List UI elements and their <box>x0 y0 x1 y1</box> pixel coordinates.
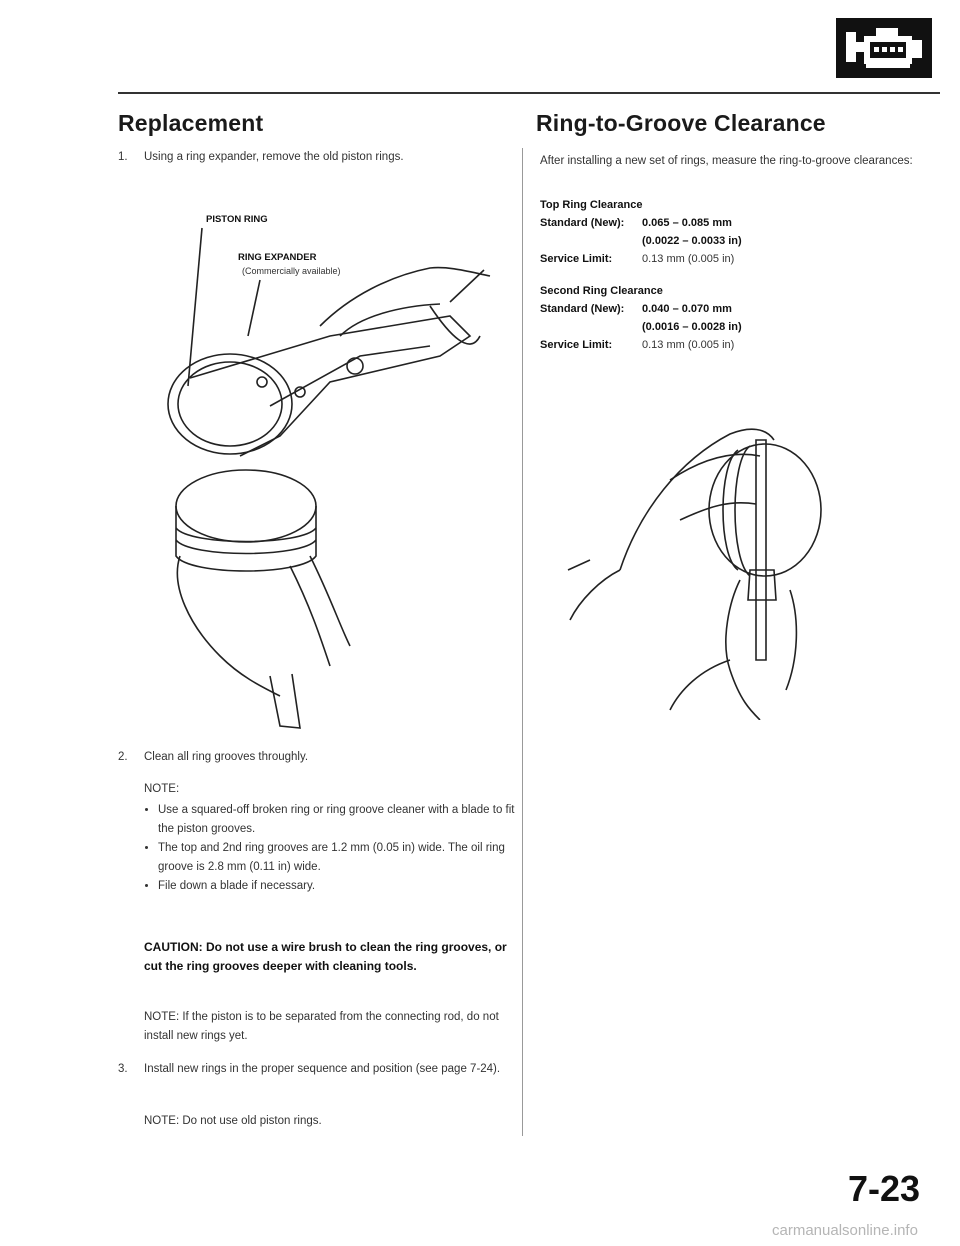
watermark: carmanualsonline.info <box>772 1222 918 1239</box>
step-1-number: 1. <box>118 151 128 163</box>
note-item: • The top and 2nd ring grooves are 1.2 mm (0.05 in) wide. The oil ring groove is 2.8 mm (0.11 in) wide. <box>158 839 518 877</box>
service-limit-label: Service Limit: <box>540 253 613 265</box>
note-list <box>144 801 518 896</box>
standard-in: (0.0022 – 0.0033 in) <box>642 235 742 247</box>
step-2-notes <box>144 780 518 896</box>
step-3 <box>118 1060 518 1079</box>
replacement-title: Replacement <box>118 110 264 136</box>
top-ring-heading: Top Ring Clearance <box>540 199 643 211</box>
step-2-text: Clean all ring grooves throughly. <box>144 751 309 763</box>
page-number: 7-23 <box>848 1168 921 1209</box>
label-ring-expander: RING EXPANDER <box>238 252 317 263</box>
step-3-text: Install new rings in the proper sequence and position (see page 7-24). <box>144 1063 501 1075</box>
step-1 <box>118 148 518 167</box>
feeler-gauge-illustration <box>560 420 840 720</box>
standard-mm: 0.065 – 0.085 mm <box>642 217 732 229</box>
service-limit-label: Service Limit: <box>540 339 613 351</box>
note-item: • Use a squared-off broken ring or ring groove cleaner with a blade to fit the piston grooves. <box>158 801 518 839</box>
engine-icon <box>836 18 932 78</box>
column-divider <box>522 148 523 1136</box>
standard-in: (0.0016 – 0.0028 in) <box>642 321 742 333</box>
service-limit-value: 0.13 mm (0.005 in) <box>642 253 735 265</box>
step-2-number: 2. <box>118 751 128 763</box>
note-item: • File down a blade if necessary. <box>158 877 518 896</box>
standard-label: Standard (New): <box>540 217 625 229</box>
step-2 <box>118 748 518 767</box>
note-2: NOTE: If the piston is to be separated from the connecting rod, do not install new rings yet. <box>144 1011 499 1042</box>
top-ring-service <box>540 250 930 268</box>
standard-mm: 0.040 – 0.070 mm <box>642 303 732 315</box>
second-ring-heading: Second Ring Clearance <box>540 285 663 297</box>
note-label: NOTE: <box>144 783 180 795</box>
caution-text: CAUTION: Do not use a wire brush to clean the ring grooves, or cut the ring grooves deeper with cleaning tools. <box>144 940 507 973</box>
top-ring-spec <box>540 196 930 268</box>
label-piston-ring: PISTON RING <box>206 214 268 225</box>
note-3: NOTE: Do not use old piston rings. <box>144 1115 322 1127</box>
ring-to-groove-title: Ring-to-Groove Clearance <box>536 110 826 136</box>
standard-label: Standard (New): <box>540 303 625 315</box>
second-ring-spec <box>540 282 930 354</box>
label-commercially-available: (Commercially available) <box>242 266 341 276</box>
second-ring-service <box>540 336 930 354</box>
ring-expander-illustration <box>150 206 510 746</box>
second-ring-standard <box>540 300 930 318</box>
intro-text: After installing a new set of rings, measure the ring-to-groove clearances: <box>540 155 913 167</box>
step-3-number: 3. <box>118 1063 128 1075</box>
step-1-text: Using a ring expander, remove the old piston rings. <box>144 151 404 163</box>
header-rule <box>118 92 940 94</box>
service-limit-value: 0.13 mm (0.005 in) <box>642 339 735 351</box>
ring-expander-figure <box>150 206 510 746</box>
top-ring-standard <box>540 214 930 232</box>
